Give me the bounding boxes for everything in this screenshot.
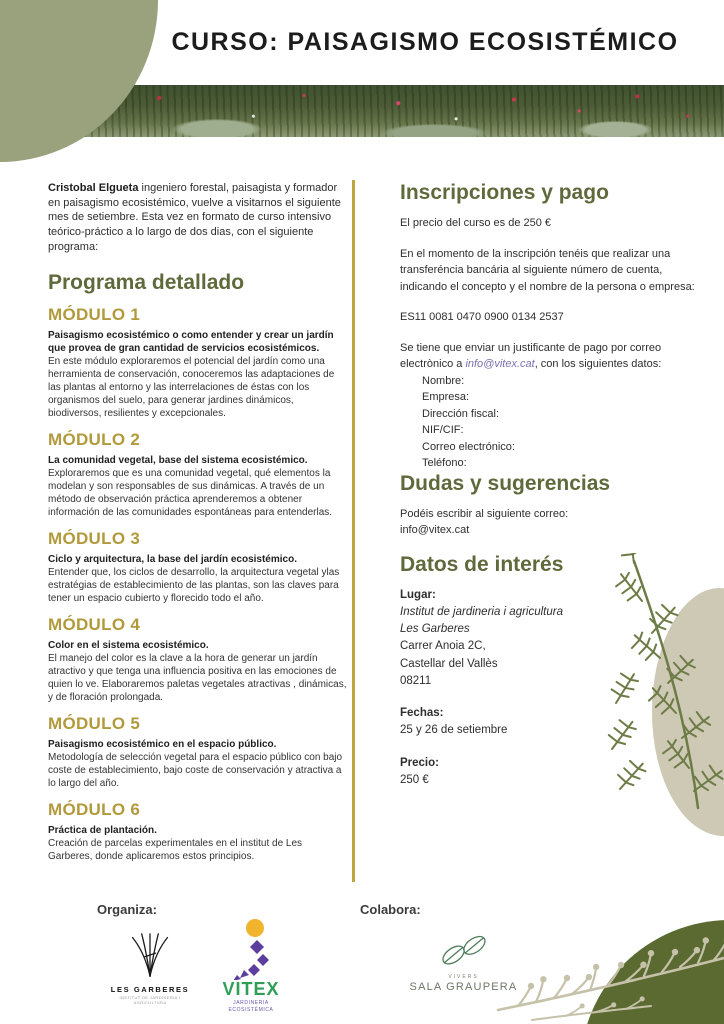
place-postcode: 08211: [400, 674, 432, 687]
sage-blob-decoration: [0, 0, 158, 162]
vitex-subtitle-2: ECOSISTÉMICA: [228, 1007, 274, 1013]
program-column: [48, 181, 349, 863]
module-6-title: MÓDULO 6: [48, 799, 141, 819]
details-heading: Datos de interés: [400, 552, 564, 576]
module-4-body: El manejo del color es la clave a la hora de generar un jardín atractivo y que tenga una influencia positiva en las emociones de quien lo ve. Elaboraremos paletas vegetales atractivas , dinámicas, y de floración prolongada.: [48, 652, 347, 703]
place-street: Carrer Anoia 2C,: [400, 640, 486, 653]
info-column: [400, 181, 700, 789]
dates-label: Fechas:: [400, 707, 444, 719]
graupera-vivers-text: VIVERS: [448, 974, 479, 980]
module-5-lead: Paisagismo ecosistémico en el espacio público.: [48, 738, 277, 750]
module-2-lead: La comunidad vegetal, base del sistema ecosistémico.: [48, 454, 308, 466]
module-6: [48, 800, 349, 863]
module-6-lead: Práctica de plantación.: [48, 824, 157, 836]
intro-paragraph: [48, 181, 349, 255]
vitex-name: VITEX: [222, 979, 280, 999]
place-institute: Institut de jardineria i agricultura: [400, 605, 563, 618]
place-label: Lugar:: [400, 588, 436, 601]
program-heading: Programa detallado: [48, 270, 245, 294]
doubts-heading: Dudas y sugerencias: [400, 471, 611, 495]
place-city: Castellar del Vallès: [400, 657, 498, 670]
colabora-label: Colabora:: [360, 902, 421, 917]
module-4-title: MÓDULO 4: [48, 614, 141, 634]
required-fields-list: [422, 373, 700, 472]
module-3-lead: Ciclo y arquitectura, la base del jardín ecosistémico.: [48, 553, 297, 565]
les-garberes-logo: [105, 932, 195, 1005]
module-5-title: MÓDULO 5: [48, 713, 141, 733]
module-5: [48, 714, 349, 790]
module-4-lead: Color en el sistema ecosistémico.: [48, 639, 209, 651]
field-nombre: Nombre:: [422, 374, 465, 387]
doubts-email: info@vitex.cat: [400, 524, 470, 536]
field-direccion: Dirección fiscal:: [422, 407, 500, 420]
email-link[interactable]: info@vitex.cat: [465, 358, 535, 370]
page-title: CURSO: PAISAGISMO ECOSISTÉMICO: [171, 28, 679, 56]
field-nif: NIF/CIF:: [422, 424, 464, 436]
module-1-lead: Paisagismo ecosistémico o como entender y crear un jardín que provea de gran cantidad de servicios ecosistémicos.: [48, 329, 334, 354]
intro-text: ingeniero forestal, paisagista y formador en paisagismo ecosistémico, vuelve a visitarnos el siguiente mes de setiembre. Esta vez en formato de curso intensivo teórico-práctico a lo largo de dos dias, con el siguiente programa:: [48, 182, 341, 253]
module-1: [48, 305, 349, 420]
field-telefono: Teléfono:: [422, 457, 467, 469]
place-name: Les Garberes: [400, 623, 470, 635]
garberes-subtitle: INSTITUT DE JARDINERIA I AGRICULTURA: [119, 995, 181, 1005]
field-empresa: Empresa:: [422, 391, 470, 403]
berry-branch-illustration: [496, 922, 724, 1024]
module-3-title: MÓDULO 3: [48, 528, 141, 548]
instructor-name: Cristobal Elgueta: [48, 182, 139, 194]
module-3-body: Entender que, los ciclos de desarrollo, la arquitectura vegetal ylas estratégias de establecimiento de las plantas, son las claves para tener un espacio cubierto y florecido todo el año.: [48, 566, 340, 604]
inscription-heading: Inscripciones y pago: [400, 181, 609, 204]
graupera-name: SALA GRAUPERA: [409, 981, 518, 993]
field-correo: Correo electrónico:: [422, 440, 515, 453]
bank-account-number: ES11 0081 0470 0900 0134 2537: [400, 311, 564, 323]
price-line: El precio del curso es de 250 €: [400, 217, 552, 229]
leaves-icon: [428, 934, 500, 968]
module-2: [48, 430, 349, 519]
sala-graupera-logo: [406, 934, 521, 993]
module-6-body: Creación de parcelas experimentales en el institut de Les Garberes, donde aplicaremos estos principios.: [48, 837, 303, 862]
price-value: 250 €: [400, 773, 429, 786]
wheat-sheaf-icon: [121, 932, 179, 978]
module-4: [48, 615, 349, 704]
vitex-subtitle-1: JARDINERIA: [233, 1000, 269, 1006]
module-1-body: En este módulo exploraremos el potencial del jardín como una herramienta de conservación, conoceremos las adaptaciones de las plantas al entorno y las interrelaciones de éstas con los organismos del suelo, para generar jardines dinámicos, biodiversos, resilientes y excepcionales.: [48, 355, 335, 419]
transfer-instructions: En el momento de la inscripción tenéis que realizar una transferéncia bancária al siguiente número de cuenta, indicando el concepto y el nombre de la persona o empresa:: [400, 247, 695, 293]
module-1-title: MÓDULO 1: [48, 304, 141, 324]
proof-text-before: Se tiene que enviar un justificante de pago por correo electrònico a: [400, 341, 662, 370]
garberes-name: LES GARBERES: [110, 985, 190, 994]
column-divider: [352, 180, 355, 882]
price-label: Precio:: [400, 756, 439, 769]
module-5-body: Metodología de selección vegetal para el espacio público con bajo coste de establecimiento, bajo coste de conservación y atractiva a lo largo del año.: [48, 751, 343, 789]
vitex-logo: [205, 918, 297, 1014]
vitex-plant-icon: [211, 918, 291, 980]
organiza-label: Organiza:: [97, 902, 157, 917]
proof-text-after: , con los siguientes datos:: [534, 358, 662, 370]
module-3: [48, 529, 349, 605]
module-2-body: Exploraremos que es una comunidad vegetal, qué elementos la modelan y son responsables de sus dinámicas. A través de un método de observación práctica aprenderemos a obtener información de las comunidades espontáneas para entenderlas.: [48, 467, 333, 518]
payment-proof-text: [400, 340, 700, 373]
module-2-title: MÓDULO 2: [48, 429, 141, 449]
dates-value: 25 y 26 de setiembre: [400, 724, 508, 737]
doubts-line1: Podéis escribir al siguiente correo:: [400, 507, 569, 520]
